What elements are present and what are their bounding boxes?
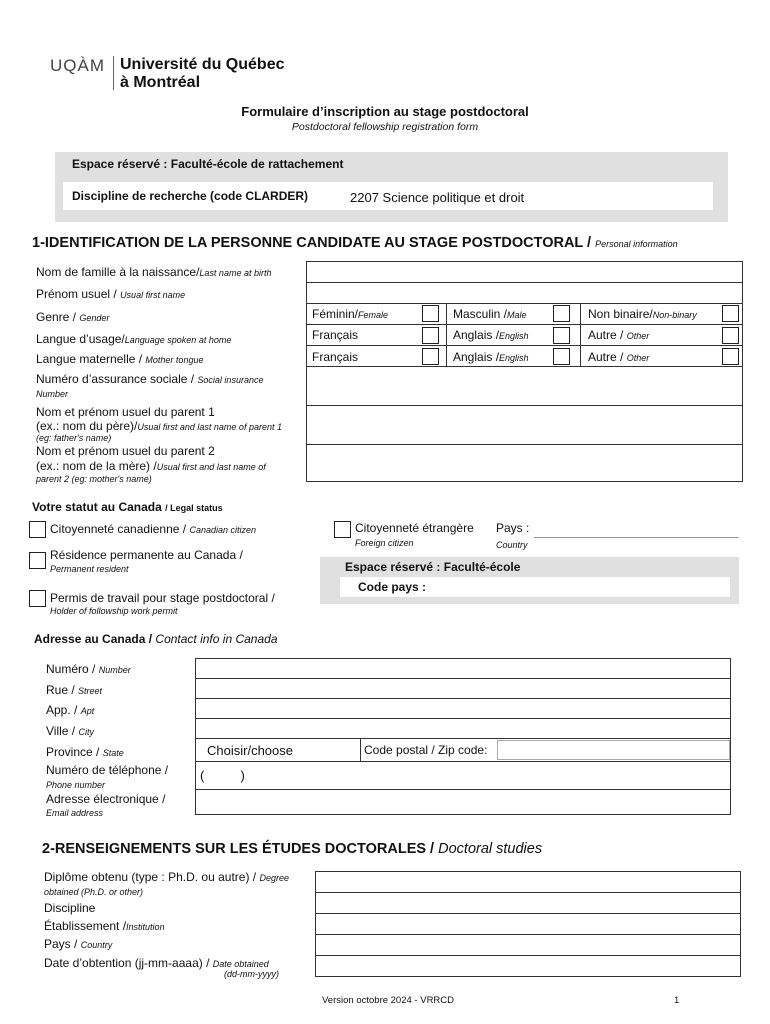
usage-autre-fr: Autre / <box>588 328 624 342</box>
mt-autre-checkbox[interactable] <box>722 348 739 365</box>
date-label-en2: (dd-mm-yyyy) <box>224 969 279 979</box>
usage-lang-fr: Langue d’usage/ <box>36 332 125 346</box>
mother-tongue-fr: Langue maternelle / <box>36 352 143 366</box>
gender-label <box>36 310 109 324</box>
parent2-line2 <box>36 459 266 473</box>
province-en: State <box>102 748 124 758</box>
usage-anglais-label <box>453 328 529 342</box>
univ-name-line2: à Montréal <box>120 74 201 91</box>
rue-fr: Rue / <box>46 683 75 697</box>
nonbinaire-en: Non-binary <box>652 310 697 320</box>
date-fr: Date d’obtention (jj-mm-aaaa) / <box>44 956 210 970</box>
mt-anglais-fr: Anglais / <box>453 350 500 364</box>
mother-tongue-label <box>36 352 203 366</box>
univ-name-line1: Université du Québec <box>120 56 285 73</box>
province-label <box>46 745 124 759</box>
parent2-input[interactable] <box>306 444 743 482</box>
feminin-label <box>312 307 388 321</box>
mt-anglais-label <box>453 350 529 364</box>
work-permit-label-en: Holder of followship work permit <box>50 606 178 616</box>
numero-fr: Numéro / <box>46 662 96 676</box>
institution-fr: Établissement / <box>44 919 127 933</box>
work-permit-label: Permis de travail pour stage postdoctoral / <box>50 591 275 605</box>
usage-anglais-fr: Anglais / <box>453 328 500 342</box>
province-select[interactable]: Choisir/choose <box>207 743 293 758</box>
degree-en: Degree <box>259 873 289 883</box>
section1-title-fr: 1-IDENTIFICATION DE LA PERSONNE CANDIDATE AU STAGE POSTDOCTORAL / <box>32 235 592 251</box>
nonbinaire-label <box>588 307 697 321</box>
sin-label <box>36 372 263 386</box>
first-name-input[interactable] <box>306 282 743 304</box>
country-input-line[interactable] <box>534 537 739 538</box>
usage-lang-label <box>36 332 231 346</box>
page-title: Formulaire d’inscription au stage postdoctoral <box>241 104 529 119</box>
country2-input[interactable] <box>315 934 741 956</box>
parent1-l2-en: Usual first and last name of parent 1 <box>137 422 282 432</box>
country2-fr: Pays / <box>44 937 78 951</box>
options-col-divider-2 <box>580 303 581 367</box>
rue-en: Street <box>78 686 103 696</box>
app-fr: App. / <box>46 703 78 717</box>
usage-autre-label <box>588 328 649 342</box>
reserved-country-label: Espace réservé : Faculté-école <box>345 560 521 574</box>
phone-input[interactable] <box>195 761 731 790</box>
mt-autre-fr: Autre / <box>588 350 624 364</box>
canadian-citizen-checkbox[interactable] <box>29 521 46 538</box>
citizen-en: Canadian citizen <box>189 525 256 535</box>
email-input[interactable] <box>195 789 731 815</box>
usage-anglais-en: English <box>499 331 529 341</box>
postal-input[interactable] <box>497 740 730 760</box>
parent2-line1: Nom et prénom usuel du parent 2 <box>36 444 215 458</box>
status-title-fr: Votre statut au Canada <box>32 500 162 514</box>
institution-label <box>44 919 165 933</box>
uqam-logo: UQÀM <box>50 56 105 75</box>
status-title-en: / Legal status <box>165 503 223 513</box>
usage-francais-label: Français <box>312 328 359 342</box>
parent1-input[interactable] <box>306 405 743 445</box>
mt-anglais-en: English <box>499 353 529 363</box>
parent1-line2 <box>36 419 282 433</box>
nonbinaire-checkbox[interactable] <box>722 305 739 322</box>
usage-anglais-checkbox[interactable] <box>553 327 570 344</box>
degree-label-en2: obtained (Ph.D. or other) <box>44 887 144 897</box>
parent1-l2-fr: (ex.: nom du père)/ <box>36 419 138 433</box>
masculin-label <box>453 307 527 321</box>
degree-input[interactable] <box>315 871 741 893</box>
mt-francais-label: Français <box>312 350 359 364</box>
phone-label-en: Phone number <box>46 780 106 790</box>
feminin-fr: Féminin/ <box>312 307 359 321</box>
masculin-checkbox[interactable] <box>553 305 570 322</box>
ville-en: City <box>78 727 94 737</box>
section1-title <box>32 235 678 251</box>
work-permit-checkbox[interactable] <box>29 590 46 607</box>
foreign-citizen-label-en: Foreign citizen <box>355 538 414 548</box>
citizen-fr: Citoyenneté canadienne / <box>50 522 187 536</box>
address-title-fr: Adresse au Canada / <box>34 632 153 646</box>
nonbinaire-fr: Non binaire/ <box>588 307 653 321</box>
usage-autre-en: Other <box>626 331 650 341</box>
canadian-citizen-label <box>50 522 256 536</box>
numero-label <box>46 662 131 676</box>
country2-label <box>44 937 112 951</box>
mt-autre-en: Other <box>626 353 650 363</box>
foreign-citizen-label: Citoyenneté étrangère <box>355 521 474 535</box>
parent2-l2-en: Usual first and last name of <box>156 462 266 472</box>
country2-en: Country <box>80 940 113 950</box>
family-name-fr: Nom de famille à la naissance/ <box>36 265 200 279</box>
family-name-en: Last name at birth <box>199 268 272 278</box>
ville-input[interactable] <box>195 718 731 739</box>
country-label: Pays : <box>496 521 530 535</box>
sin-fr: Numéro d’assurance sociale / <box>36 372 195 386</box>
gender-en: Gender <box>79 313 110 323</box>
ville-label <box>46 724 94 738</box>
phone-label: Numéro de téléphone / <box>46 763 169 777</box>
ville-fr: Ville / <box>46 724 76 738</box>
province-fr: Province / <box>46 745 100 759</box>
section2-title-fr: 2-RENSEIGNEMENTS SUR LES ÉTUDES DOCTORALES / <box>42 841 435 857</box>
footer-version: Version octobre 2024 - VRRCD <box>322 995 455 1006</box>
reserved-label: Espace réservé : Faculté-école de rattachement <box>72 157 344 171</box>
feminin-en: Female <box>358 310 389 320</box>
province-postal-divider <box>360 738 361 762</box>
date-label <box>44 956 269 970</box>
degree-label <box>44 870 289 884</box>
first-name-en: Usual first name <box>120 290 186 300</box>
feminin-checkbox[interactable] <box>422 305 439 322</box>
parent2-line3: parent 2 (eg: mother's name) <box>36 474 152 484</box>
section2-title-en: Doctoral studies <box>438 841 543 857</box>
usage-lang-en: Language spoken at home <box>124 335 232 345</box>
postal-label: Code postal / Zip code: <box>364 743 488 757</box>
first-name-fr: Prénom usuel / <box>36 287 117 301</box>
parent2-l2-fr: (ex.: nom de la mère) / <box>36 459 157 473</box>
sin-label-en2: Number <box>36 389 69 399</box>
masculin-en: Male <box>507 310 527 320</box>
discipline2-input[interactable] <box>315 892 741 914</box>
page-subtitle: Postdoctoral fellowship registration form <box>291 121 479 133</box>
app-en: Apt <box>80 706 95 716</box>
usage-autre-checkbox[interactable] <box>722 327 739 344</box>
date-input[interactable] <box>315 955 741 977</box>
mother-tongue-en: Mother tongue <box>145 355 204 365</box>
permanent-resident-label-en: Permanent resident <box>50 564 129 574</box>
app-input[interactable] <box>195 698 731 719</box>
section2-title <box>42 841 542 857</box>
mt-francais-checkbox[interactable] <box>422 348 439 365</box>
mt-autre-label <box>588 350 649 364</box>
email-label-en: Email address <box>46 808 104 818</box>
foreign-citizen-checkbox[interactable] <box>334 521 351 538</box>
parent1-line1: Nom et prénom usuel du parent 1 <box>36 405 215 419</box>
discipline2-label: Discipline <box>44 901 96 915</box>
status-title <box>32 500 223 514</box>
permanent-resident-label: Résidence permanente au Canada / <box>50 548 243 562</box>
rue-label <box>46 683 102 697</box>
institution-en: Institution <box>126 922 165 932</box>
discipline-label: Discipline de recherche (code CLARDER) <box>72 189 309 203</box>
numero-en: Number <box>98 665 131 675</box>
sin-en: Social insurance <box>197 375 264 385</box>
phone-value: ( ) <box>200 768 245 783</box>
parent1-line3: (eg: father's name) <box>36 433 112 443</box>
section1-title-en: Personal information <box>595 239 678 249</box>
email-label: Adresse électronique / <box>46 792 166 806</box>
address-title <box>34 632 278 646</box>
code-pays-label: Code pays : <box>358 580 427 594</box>
rue-input[interactable] <box>195 678 731 699</box>
usage-francais-checkbox[interactable] <box>422 327 439 344</box>
degree-fr: Diplôme obtenu (type : Ph.D. ou autre) / <box>44 870 257 884</box>
discipline-value[interactable]: 2207 Science politique et droit <box>350 190 525 205</box>
family-name-input[interactable] <box>306 261 743 283</box>
family-name-label <box>36 265 271 279</box>
gender-fr: Genre / <box>36 310 77 324</box>
sin-input[interactable] <box>306 366 743 406</box>
institution-input[interactable] <box>315 913 741 935</box>
app-label <box>46 703 94 717</box>
logo-divider <box>113 56 114 90</box>
masculin-fr: Masculin / <box>453 307 508 321</box>
country-label-en: Country <box>496 540 528 550</box>
footer-page-number: 1 <box>674 995 680 1006</box>
numero-input[interactable] <box>195 658 731 679</box>
first-name-label <box>36 287 185 301</box>
address-title-en: Contact info in Canada <box>155 632 278 646</box>
permanent-resident-checkbox[interactable] <box>29 552 46 569</box>
mt-anglais-checkbox[interactable] <box>553 348 570 365</box>
options-col-divider-1 <box>446 303 447 367</box>
date-en: Date obtained <box>212 959 269 969</box>
